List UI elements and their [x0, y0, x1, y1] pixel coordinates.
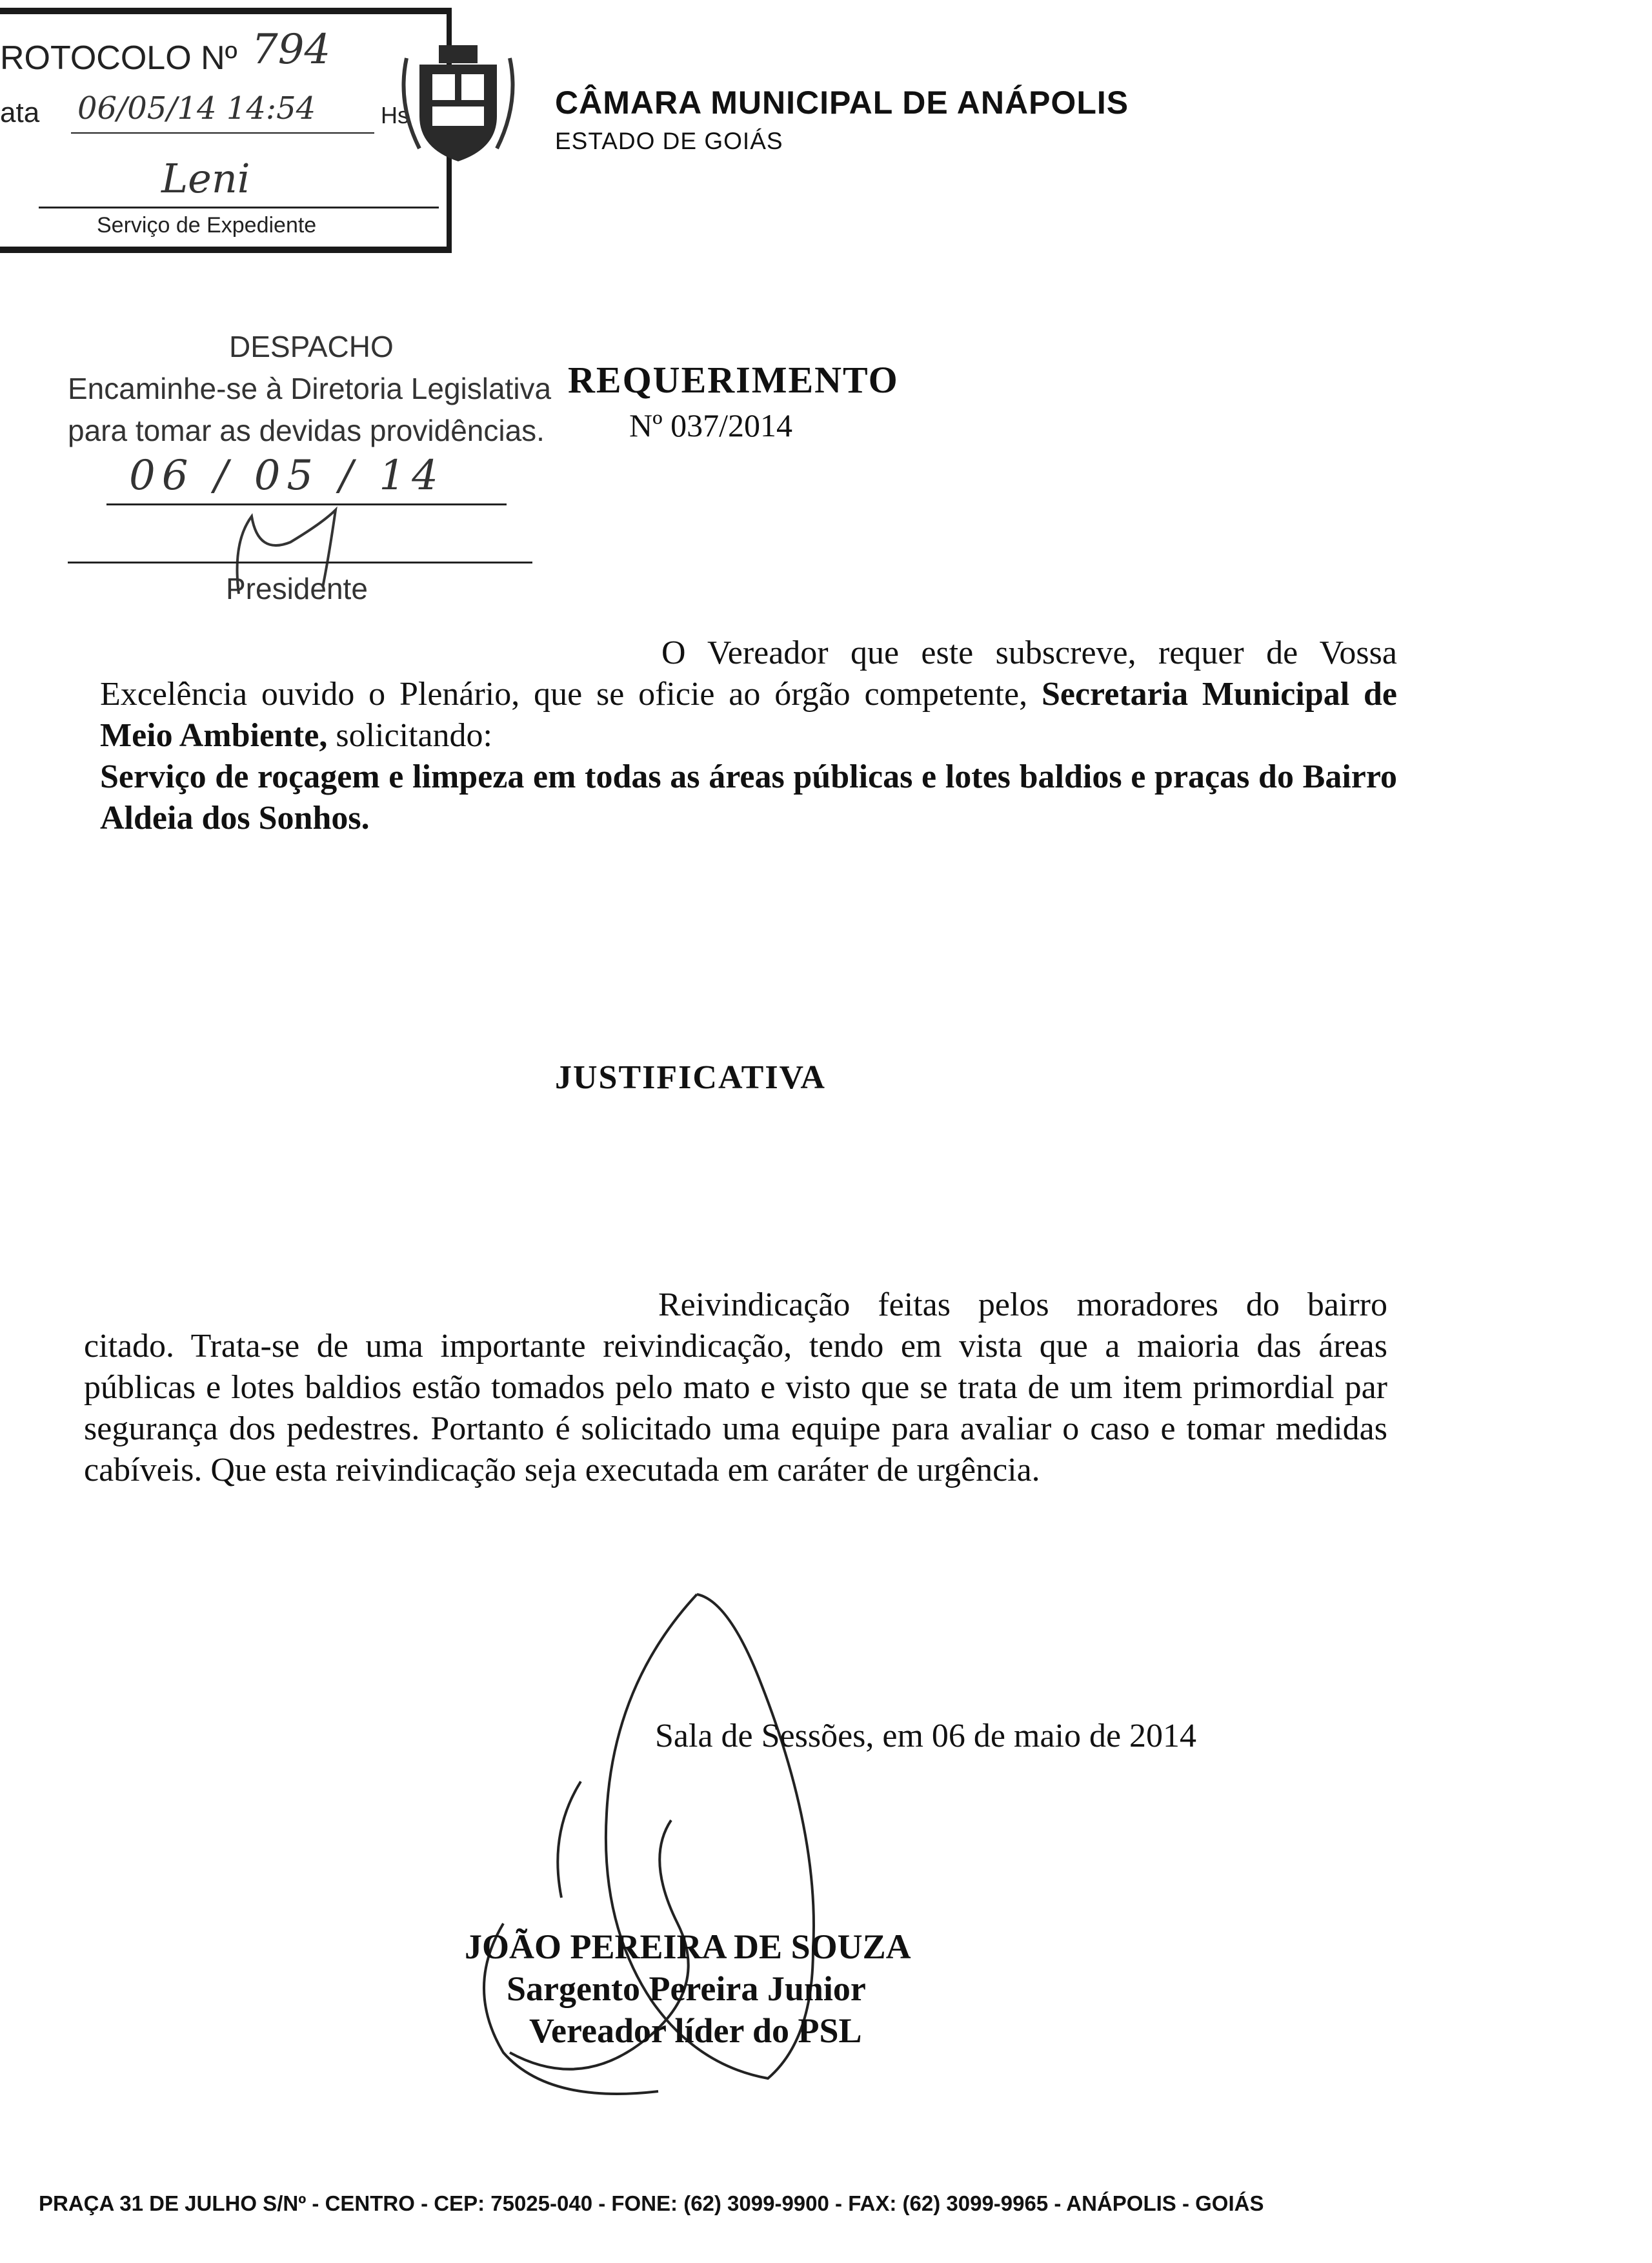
institution-name: CÂMARA MUNICIPAL DE ANÁPOLIS [555, 85, 1129, 121]
footer-address: PRAÇA 31 DE JULHO S/Nº - CENTRO - CEP: 75025-040 - FONE: (62) 3099-9900 - FAX: (62) 3099-9965 - ANÁPOLIS - GOIÁS [39, 2191, 1264, 2215]
request-subject: Serviço de roçagem e limpeza em todas as áreas públicas e lotes baldios e praças do Bairro Aldeia dos Sonhos. [100, 758, 1397, 837]
institution-state: ESTADO DE GOIÁS [555, 128, 783, 154]
requerimento-number: Nº 037/2014 [629, 407, 793, 443]
request-paragraph [100, 633, 1397, 756]
protocol-initials: Leni [161, 155, 250, 202]
despacho-line2: para tomar as devidas providências. [68, 414, 545, 447]
vereador-name: JOÃO PEREIRA DE SOUZA [465, 1927, 911, 1966]
request-intro-end: solicitando: [336, 717, 493, 754]
vereador-nickname: Sargento Pereira Junior [507, 1969, 866, 2008]
protocol-hour-label: Hs [381, 102, 409, 128]
protocol-number: 794 [252, 26, 331, 74]
coat-of-arms-icon [394, 39, 523, 168]
despacho-date: 06 / 05 / 14 [129, 452, 445, 500]
request-intro-rest: Excelência ouvido o Plenário, que se oficie ao órgão competente, [100, 676, 1028, 713]
despacho-role: Presidente [226, 572, 368, 605]
justification-paragraph [84, 1284, 1387, 1491]
closing-place-date: Sala de Sessões, em 06 de maio de 2014 [655, 1718, 1197, 1754]
vereador-role: Vereador líder do PSL [529, 2011, 862, 2050]
protocol-date-rule [71, 132, 374, 134]
justification-body: citado. Trata-se de uma importante reivindicação, tendo em vista que a maioria das áreas públicas e lotes baldios estão tomados pelo mato e visto que se trata de um item primordial par segurança dos pedestres. Portanto é solicitado uma equipe para avaliar o caso e tomar medidas cabíveis. Que esta reivindicação seja executada em caráter de urgência. [84, 1328, 1387, 1488]
justification-first-line: Reivindicação feitas pelos moradores do bairro [658, 1286, 1387, 1323]
protocol-date-value: 06/05/14 14:54 [77, 90, 316, 127]
despacho-signature-rule [68, 562, 532, 563]
request-recipient: Secretaria Municipal de Meio Ambiente, [100, 676, 1398, 754]
despacho-title: DESPACHO [229, 330, 394, 363]
protocol-label: ROTOCOLO Nº [0, 39, 237, 77]
protocol-date-label: ata [0, 97, 40, 128]
requerimento-title: REQUERIMENTO [568, 359, 899, 401]
protocol-service: Serviço de Expediente [97, 213, 317, 238]
justification-title: JUSTIFICATIVA [555, 1059, 826, 1096]
request-intro-indented: O Vereador que este subscreve, requer de Vossa [661, 634, 1397, 671]
protocol-service-rule [39, 207, 439, 208]
despacho-line1: Encaminhe-se à Diretoria Legislativa [68, 372, 552, 405]
